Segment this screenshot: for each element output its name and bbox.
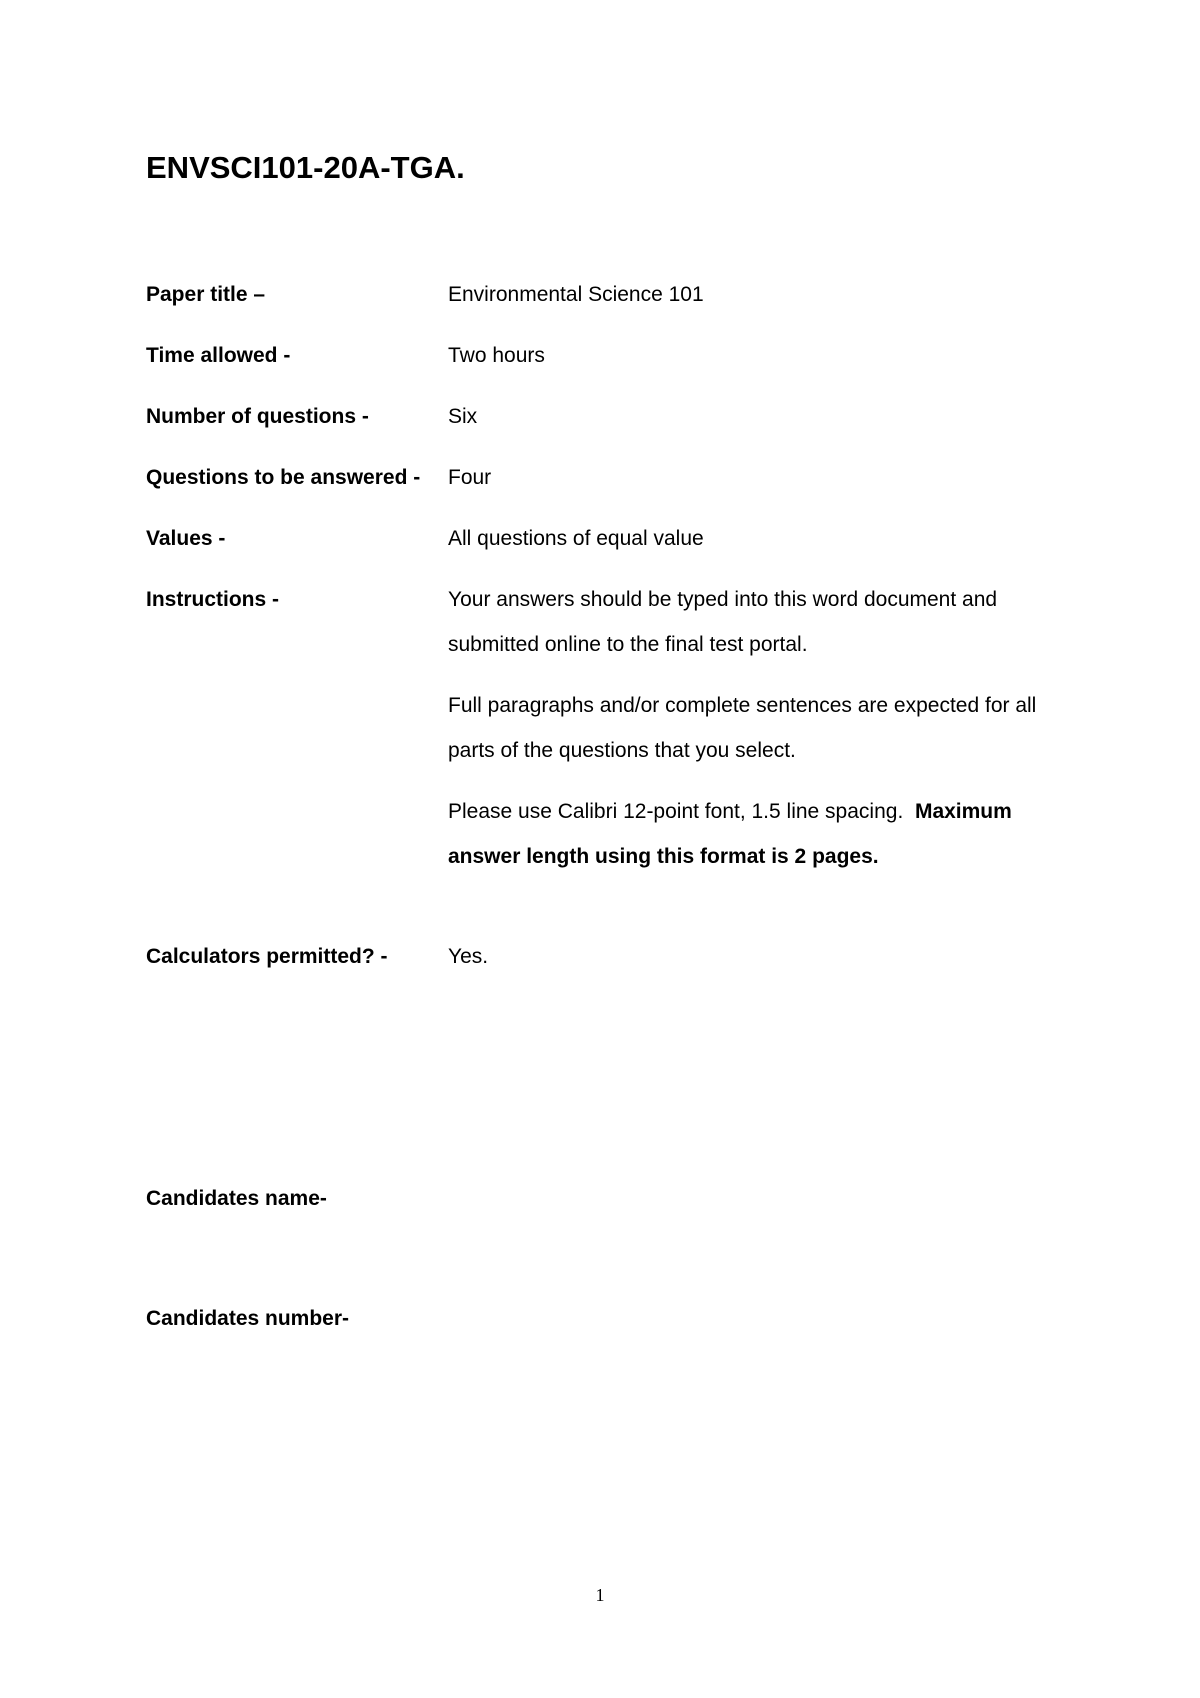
time-allowed-label: Time allowed - xyxy=(146,344,291,367)
time-allowed-value: Two hours xyxy=(448,344,545,367)
values-value: All questions of equal value xyxy=(448,527,704,550)
questions-to-answer-value: Four xyxy=(448,466,492,489)
number-of-questions-value: Six xyxy=(448,405,478,428)
document-code: ENVSCI101-20A-TGA. xyxy=(146,150,465,185)
questions-to-answer-label: Questions to be answered - xyxy=(146,466,421,489)
paper-title-value: Environmental Science 101 xyxy=(448,283,704,306)
number-of-questions-label: Number of questions - xyxy=(146,405,369,428)
candidate-name-label: Candidates name- xyxy=(146,1187,327,1210)
values-label: Values - xyxy=(146,527,226,550)
instructions-paragraph-1: Your answers should be typed into this word document and submitted online to the final test portal. xyxy=(448,588,998,656)
page-number: 1 xyxy=(595,1585,605,1605)
candidate-number-label: Candidates number- xyxy=(146,1307,350,1330)
instructions-paragraph-3 xyxy=(448,789,1068,879)
calculators-label: Calculators permitted? - xyxy=(146,945,388,968)
paper-title-label: Paper title – xyxy=(146,283,266,306)
calculators-value: Yes. xyxy=(448,945,489,968)
instructions-label: Instructions - xyxy=(146,588,280,611)
font-instruction-text: Please use Calibri 12-point font, 1.5 line spacing. xyxy=(448,800,904,823)
instructions-paragraph-2: Full paragraphs and/or complete sentences are expected for all parts of the questions that you select. xyxy=(448,694,1037,762)
maximum-length-text: Maximum answer length using this format is 2 pages. xyxy=(448,800,1012,868)
